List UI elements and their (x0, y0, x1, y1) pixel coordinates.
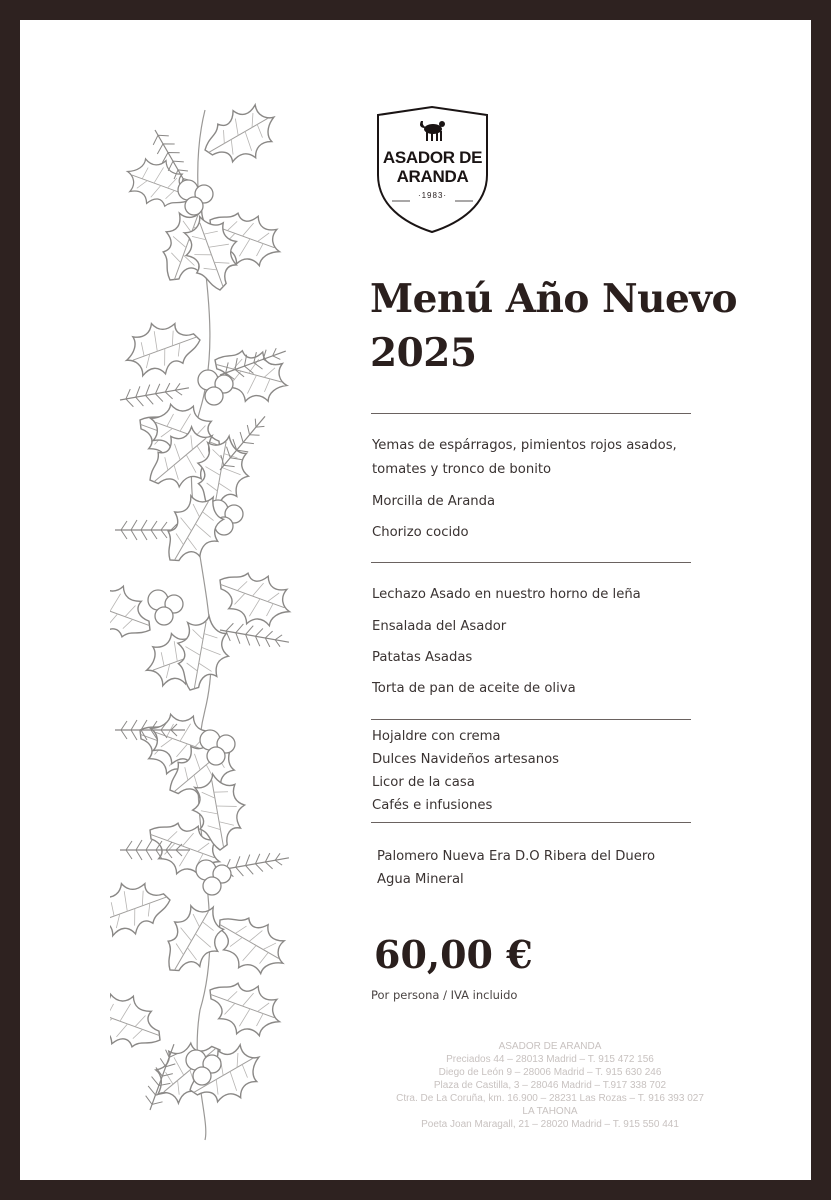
menu-item: Dulces Navideños artesanos (372, 752, 560, 767)
footer-line: ASADOR DE ARANDA (498, 1041, 602, 1052)
menu-title-line2: 2025 (370, 330, 477, 376)
menu-price: 60,00 € (374, 932, 533, 977)
footer-addresses (360, 1040, 740, 1131)
footer-line: Ctra. De La Coruña, km. 16.900 – 28231 Las Rozas – T. 916 393 027 (396, 1093, 704, 1104)
menu-item: Lechazo Asado en nuestro horno de leña (372, 587, 641, 602)
section-divider (371, 822, 691, 823)
menu-title (370, 272, 737, 380)
footer-line: Poeta Joan Maragall, 21 – 28020 Madrid – T. 915 550 441 (421, 1119, 679, 1130)
footer-line: LA TAHONA (522, 1106, 578, 1117)
section-divider (371, 719, 691, 720)
section-divider (371, 562, 691, 563)
menu-item: Ensalada del Asador (372, 619, 507, 634)
footer-line: Diego de León 9 – 28006 Madrid – T. 915 630 246 (438, 1067, 662, 1078)
menu-item: Morcilla de Aranda (372, 494, 496, 509)
menu-item: Chorizo cocido (372, 525, 469, 540)
holly-garland-decoration (110, 90, 300, 1150)
menu-item: Patatas Asadas (372, 650, 473, 665)
menu-item: Agua Mineral (377, 872, 464, 887)
footer-line: Preciados 44 – 28013 Madrid – T. 915 472 156 (446, 1054, 654, 1065)
menu-item: Yemas de espárragos, pimientos rojos asados, (372, 438, 677, 453)
menu-page (20, 20, 811, 1180)
menu-item: Palomero Nueva Era D.O Ribera del Duero (377, 849, 656, 864)
menu-item: Licor de la casa (372, 775, 475, 790)
logo-text-line2: ARANDA (396, 167, 469, 186)
restaurant-logo (370, 105, 495, 235)
menu-item: Hojaldre con crema (372, 729, 501, 744)
menu-item: Cafés e infusiones (372, 798, 493, 813)
footer-line: Plaza de Castilla, 3 – 28046 Madrid – T.917 338 702 (433, 1080, 667, 1091)
logo-year: ·1983· (417, 191, 448, 200)
menu-item: tomates y tronco de bonito (372, 462, 552, 477)
section-divider (371, 413, 691, 414)
menu-title-line1: Menú Año Nuevo (370, 276, 737, 322)
menu-item: Torta de pan de aceite de oliva (372, 681, 576, 696)
price-note: Por persona / IVA incluido (371, 988, 518, 1002)
logo-text-line1: ASADOR DE (382, 148, 483, 167)
